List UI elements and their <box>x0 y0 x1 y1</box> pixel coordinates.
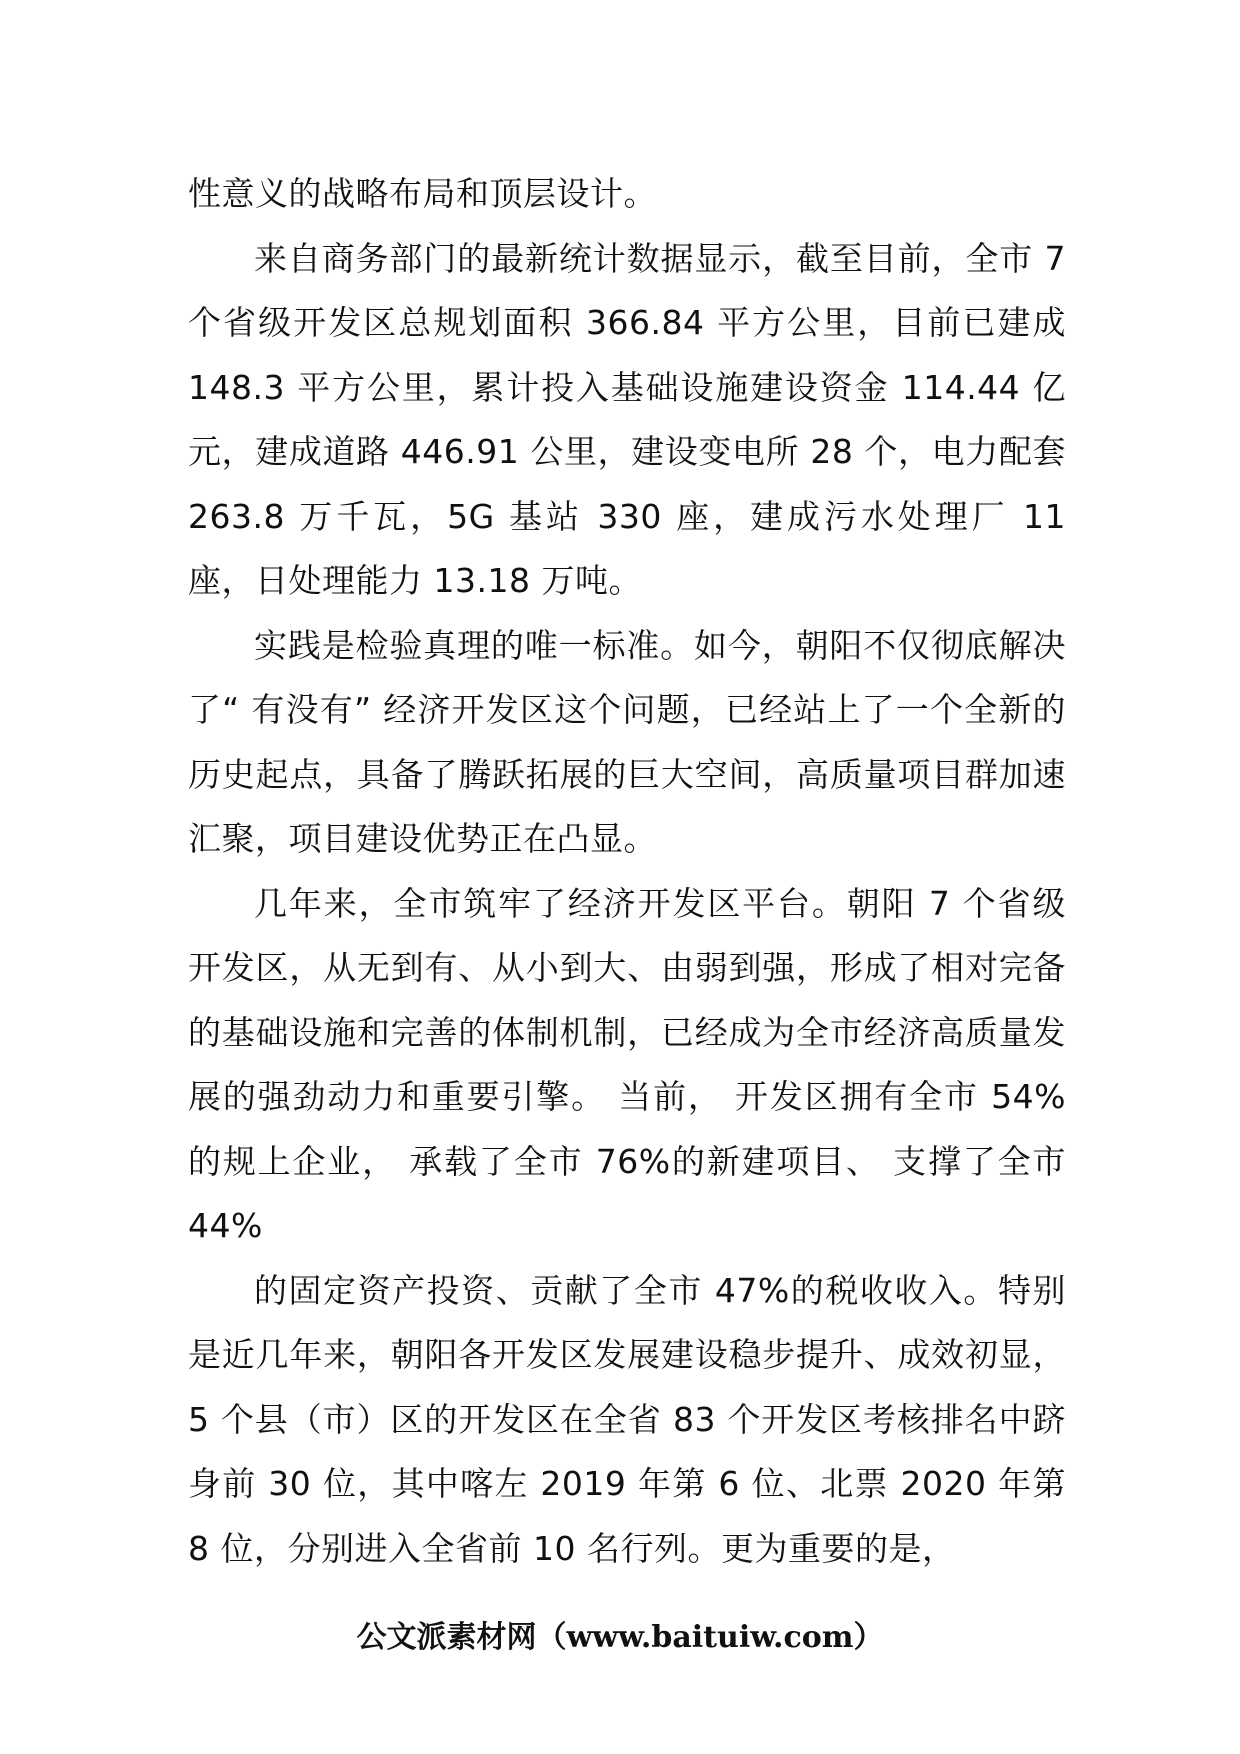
paragraph-4: 几年来，全市筑牢了经济开发区平台。朝阳 7 个省级开发区，从无到有、从小到大、由弱到强，形成了相对完备的基础设施和完善的体制机制，已经成为全市经济高质量发展的强劲动力和重要引擎。 当前， 开发区拥有全市 54%的规上企业， 承载了全市 76%的新建项目、 支撑了全市 44% <box>188 883 1066 1245</box>
paragraph-2: 来自商务部门的最新统计数据显示，截至目前，全市 7 个省级开发区总规划面积 366.84 平方公里，目前已建成 148.3 平方公里，累计投入基础设施建设资金 114.44 亿元，建成道路 446.91 公里，建设变电所 28 个，电力配套 263.8 万千瓦，5G 基站 330 座，建成污水处理厂 11 座，日处理能力 13.18 万吨。 <box>188 238 1066 600</box>
footer-watermark: 公文派素材网（www.baituiw.com） <box>356 1620 884 1655</box>
paragraph-1: 性意义的战略布局和顶层设计。 <box>188 174 657 213</box>
paragraph-5: 的固定资产投资、贡献了全市 47%的税收收入。特别是近几年来，朝阳各开发区发展建设稳步提升、成效初显，5 个县（市）区的开发区在全省 83 个开发区考核排名中跻身前 30 位，其中喀左 2019 年第 6 位、北票 2020 年第 8 位，分别进入全省前 10 名行列。更为重要的是， <box>188 1270 1066 1568</box>
paragraph-3: 实践是检验真理的唯一标准。如今，朝阳不仅彻底解决了“ 有没有” 经济开发区这个问题，已经站上了一个全新的历史起点，具备了腾跃拓展的巨大空间，高质量项目群加速汇聚，项目建设优势正在凸显。 <box>188 625 1066 858</box>
article-body <box>188 162 1066 1581</box>
